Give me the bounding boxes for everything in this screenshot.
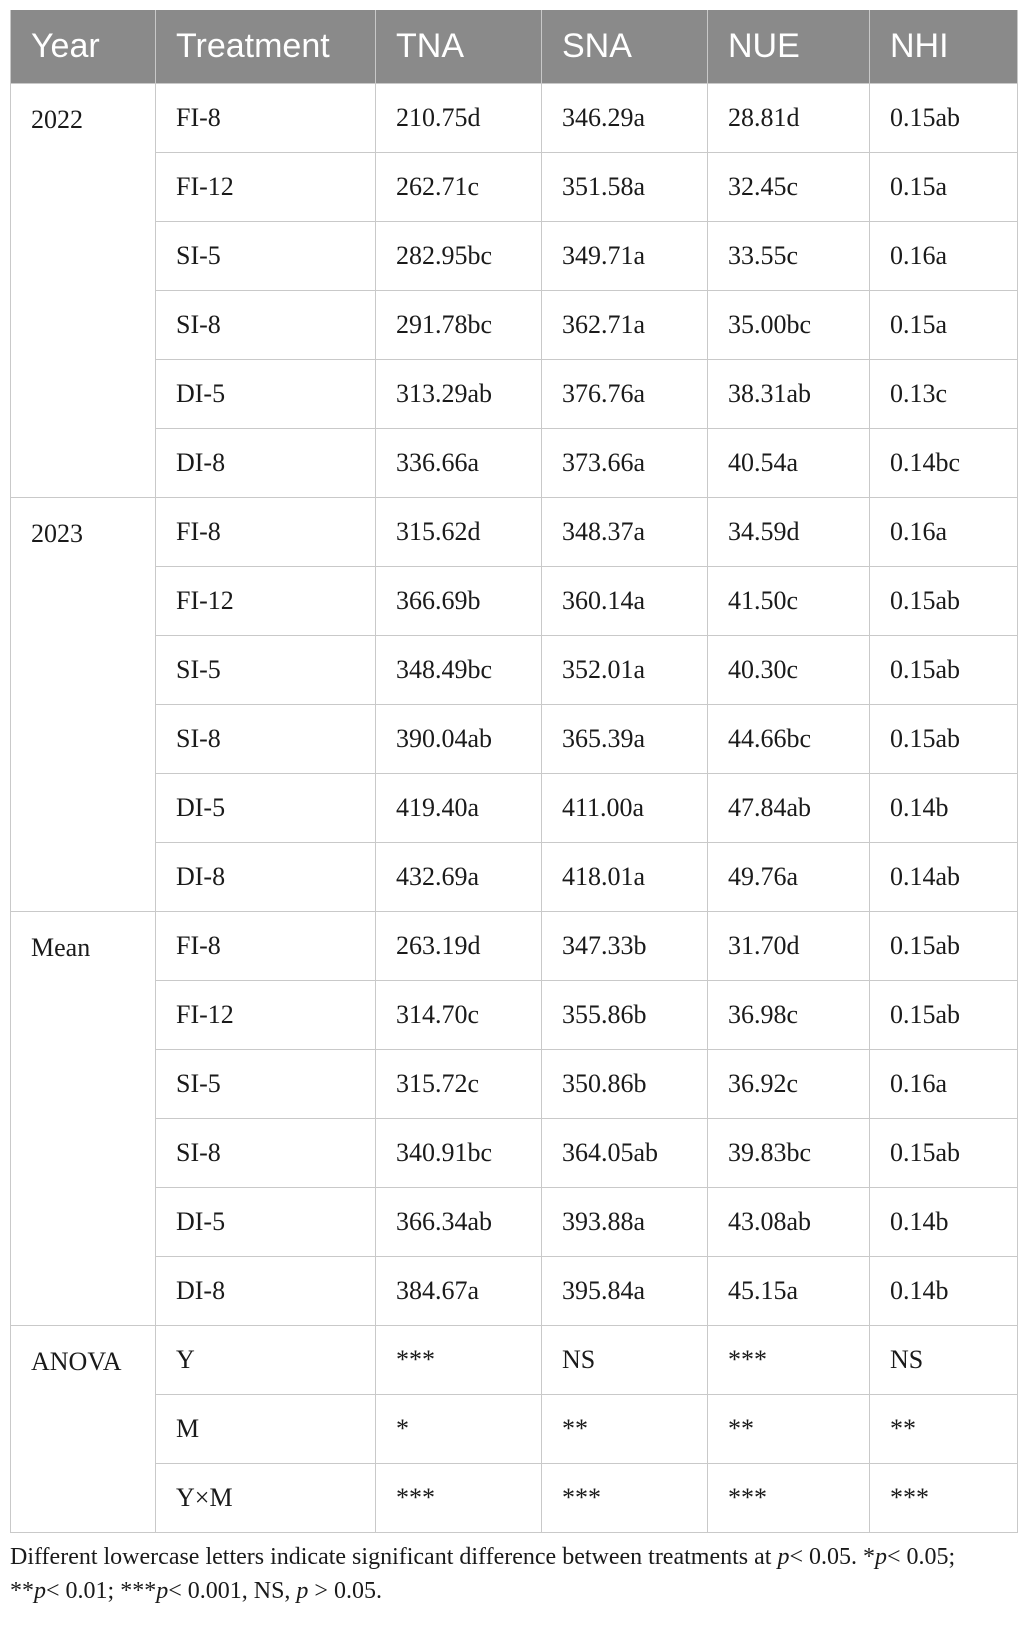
nhi-cell: 0.15ab xyxy=(870,567,1018,636)
tna-cell: 390.04ab xyxy=(376,705,542,774)
sna-cell: 395.84a xyxy=(542,1257,708,1326)
treatment-cell: DI-8 xyxy=(156,843,376,912)
treatment-cell: DI-8 xyxy=(156,429,376,498)
header-treatment: Treatment xyxy=(156,10,376,84)
table-row xyxy=(11,843,1018,912)
header-nue: NUE xyxy=(708,10,870,84)
sna-cell: 350.86b xyxy=(542,1050,708,1119)
treatment-cell: FI-8 xyxy=(156,498,376,567)
table-row xyxy=(11,912,1018,981)
nhi-cell: 0.15ab xyxy=(870,981,1018,1050)
nue-cell: *** xyxy=(708,1464,870,1533)
nue-cell: 39.83bc xyxy=(708,1119,870,1188)
tna-cell: 384.67a xyxy=(376,1257,542,1326)
sna-cell: 346.29a xyxy=(542,84,708,153)
tna-cell: 315.62d xyxy=(376,498,542,567)
nhi-cell: NS xyxy=(870,1326,1018,1395)
sna-cell: ** xyxy=(542,1395,708,1464)
table-row xyxy=(11,429,1018,498)
treatment-cell: Y xyxy=(156,1326,376,1395)
tna-cell: 315.72c xyxy=(376,1050,542,1119)
tna-cell: 282.95bc xyxy=(376,222,542,291)
nhi-cell: 0.16a xyxy=(870,222,1018,291)
nhi-cell: 0.14ab xyxy=(870,843,1018,912)
nhi-cell: *** xyxy=(870,1464,1018,1533)
treatment-cell: DI-5 xyxy=(156,1188,376,1257)
nue-cell: 33.55c xyxy=(708,222,870,291)
table-row xyxy=(11,1326,1018,1395)
table-row xyxy=(11,1257,1018,1326)
nue-cell: *** xyxy=(708,1326,870,1395)
nhi-cell: 0.15ab xyxy=(870,1119,1018,1188)
tna-cell: 366.34ab xyxy=(376,1188,542,1257)
tna-cell: 366.69b xyxy=(376,567,542,636)
tna-cell: 313.29ab xyxy=(376,360,542,429)
table-row xyxy=(11,1119,1018,1188)
nue-cell: 40.30c xyxy=(708,636,870,705)
treatment-cell: FI-12 xyxy=(156,153,376,222)
nue-cell: 38.31ab xyxy=(708,360,870,429)
treatment-cell: FI-12 xyxy=(156,981,376,1050)
tna-cell: 263.19d xyxy=(376,912,542,981)
nhi-cell: 0.16a xyxy=(870,1050,1018,1119)
table-row xyxy=(11,567,1018,636)
year-cell: 2022 xyxy=(11,84,156,498)
table-row xyxy=(11,1188,1018,1257)
sna-cell: 351.58a xyxy=(542,153,708,222)
tna-cell: 291.78bc xyxy=(376,291,542,360)
table-row xyxy=(11,774,1018,843)
nhi-cell: 0.14b xyxy=(870,1188,1018,1257)
treatment-cell: DI-5 xyxy=(156,774,376,843)
nue-cell: 43.08ab xyxy=(708,1188,870,1257)
treatment-cell: FI-8 xyxy=(156,912,376,981)
treatment-cell: Y×M xyxy=(156,1464,376,1533)
nue-cell: 47.84ab xyxy=(708,774,870,843)
table-header xyxy=(11,10,1018,84)
sna-cell: *** xyxy=(542,1464,708,1533)
table-row xyxy=(11,636,1018,705)
header-tna: TNA xyxy=(376,10,542,84)
sna-cell: 411.00a xyxy=(542,774,708,843)
tna-cell: 432.69a xyxy=(376,843,542,912)
nhi-cell: 0.14bc xyxy=(870,429,1018,498)
sna-cell: 393.88a xyxy=(542,1188,708,1257)
treatment-cell: DI-8 xyxy=(156,1257,376,1326)
header-nhi: NHI xyxy=(870,10,1018,84)
table-row xyxy=(11,291,1018,360)
table-row xyxy=(11,1395,1018,1464)
sna-cell: 376.76a xyxy=(542,360,708,429)
treatment-cell: DI-5 xyxy=(156,360,376,429)
nue-cell: 45.15a xyxy=(708,1257,870,1326)
sna-cell: 418.01a xyxy=(542,843,708,912)
treatment-cell: SI-5 xyxy=(156,222,376,291)
tna-cell: 340.91bc xyxy=(376,1119,542,1188)
nue-cell: 34.59d xyxy=(708,498,870,567)
header-sna: SNA xyxy=(542,10,708,84)
year-cell: 2023 xyxy=(11,498,156,912)
table-row xyxy=(11,498,1018,567)
header-row xyxy=(11,10,1018,84)
table-row xyxy=(11,1464,1018,1533)
sna-cell: 373.66a xyxy=(542,429,708,498)
table-row xyxy=(11,360,1018,429)
tna-cell: 419.40a xyxy=(376,774,542,843)
nhi-cell: ** xyxy=(870,1395,1018,1464)
table-row xyxy=(11,705,1018,774)
nhi-cell: 0.16a xyxy=(870,498,1018,567)
treatment-cell: FI-12 xyxy=(156,567,376,636)
data-table xyxy=(10,10,1018,1533)
nue-cell: 36.92c xyxy=(708,1050,870,1119)
table-footnote: Different lowercase letters indicate significant difference between treatments at p< 0.05. *p< 0.05; **p< 0.01; ***p< 0.001, NS, p > 0.05. xyxy=(10,1544,956,1604)
tna-cell: *** xyxy=(376,1326,542,1395)
nhi-cell: 0.15ab xyxy=(870,705,1018,774)
sna-cell: 365.39a xyxy=(542,705,708,774)
sna-cell: 364.05ab xyxy=(542,1119,708,1188)
treatment-cell: SI-5 xyxy=(156,636,376,705)
nhi-cell: 0.14b xyxy=(870,774,1018,843)
table-row xyxy=(11,1050,1018,1119)
sna-cell: 348.37a xyxy=(542,498,708,567)
nue-cell: ** xyxy=(708,1395,870,1464)
table-row xyxy=(11,222,1018,291)
nhi-cell: 0.13c xyxy=(870,360,1018,429)
header-year: Year xyxy=(11,10,156,84)
nue-cell: 44.66bc xyxy=(708,705,870,774)
nue-cell: 28.81d xyxy=(708,84,870,153)
treatment-cell: SI-8 xyxy=(156,705,376,774)
table-row xyxy=(11,153,1018,222)
nhi-cell: 0.15a xyxy=(870,291,1018,360)
year-cell: Mean xyxy=(11,912,156,1326)
sna-cell: 360.14a xyxy=(542,567,708,636)
tna-cell: 210.75d xyxy=(376,84,542,153)
table-row xyxy=(11,84,1018,153)
year-cell: ANOVA xyxy=(11,1326,156,1533)
treatment-cell: SI-8 xyxy=(156,291,376,360)
nhi-cell: 0.15ab xyxy=(870,912,1018,981)
nue-cell: 49.76a xyxy=(708,843,870,912)
tna-cell: 336.66a xyxy=(376,429,542,498)
nue-cell: 40.54a xyxy=(708,429,870,498)
sna-cell: 362.71a xyxy=(542,291,708,360)
nue-cell: 31.70d xyxy=(708,912,870,981)
treatment-cell: M xyxy=(156,1395,376,1464)
table-body xyxy=(11,84,1018,1533)
nhi-cell: 0.15a xyxy=(870,153,1018,222)
sna-cell: 352.01a xyxy=(542,636,708,705)
nue-cell: 35.00bc xyxy=(708,291,870,360)
nhi-cell: 0.15ab xyxy=(870,636,1018,705)
sna-cell: 347.33b xyxy=(542,912,708,981)
treatment-cell: FI-8 xyxy=(156,84,376,153)
nue-cell: 32.45c xyxy=(708,153,870,222)
treatment-cell: SI-8 xyxy=(156,1119,376,1188)
treatment-cell: SI-5 xyxy=(156,1050,376,1119)
tna-cell: * xyxy=(376,1395,542,1464)
table-row xyxy=(11,981,1018,1050)
nue-cell: 36.98c xyxy=(708,981,870,1050)
sna-cell: NS xyxy=(542,1326,708,1395)
nue-cell: 41.50c xyxy=(708,567,870,636)
nhi-cell: 0.14b xyxy=(870,1257,1018,1326)
tna-cell: *** xyxy=(376,1464,542,1533)
tna-cell: 348.49bc xyxy=(376,636,542,705)
sna-cell: 355.86b xyxy=(542,981,708,1050)
sna-cell: 349.71a xyxy=(542,222,708,291)
tna-cell: 314.70c xyxy=(376,981,542,1050)
tna-cell: 262.71c xyxy=(376,153,542,222)
nhi-cell: 0.15ab xyxy=(870,84,1018,153)
